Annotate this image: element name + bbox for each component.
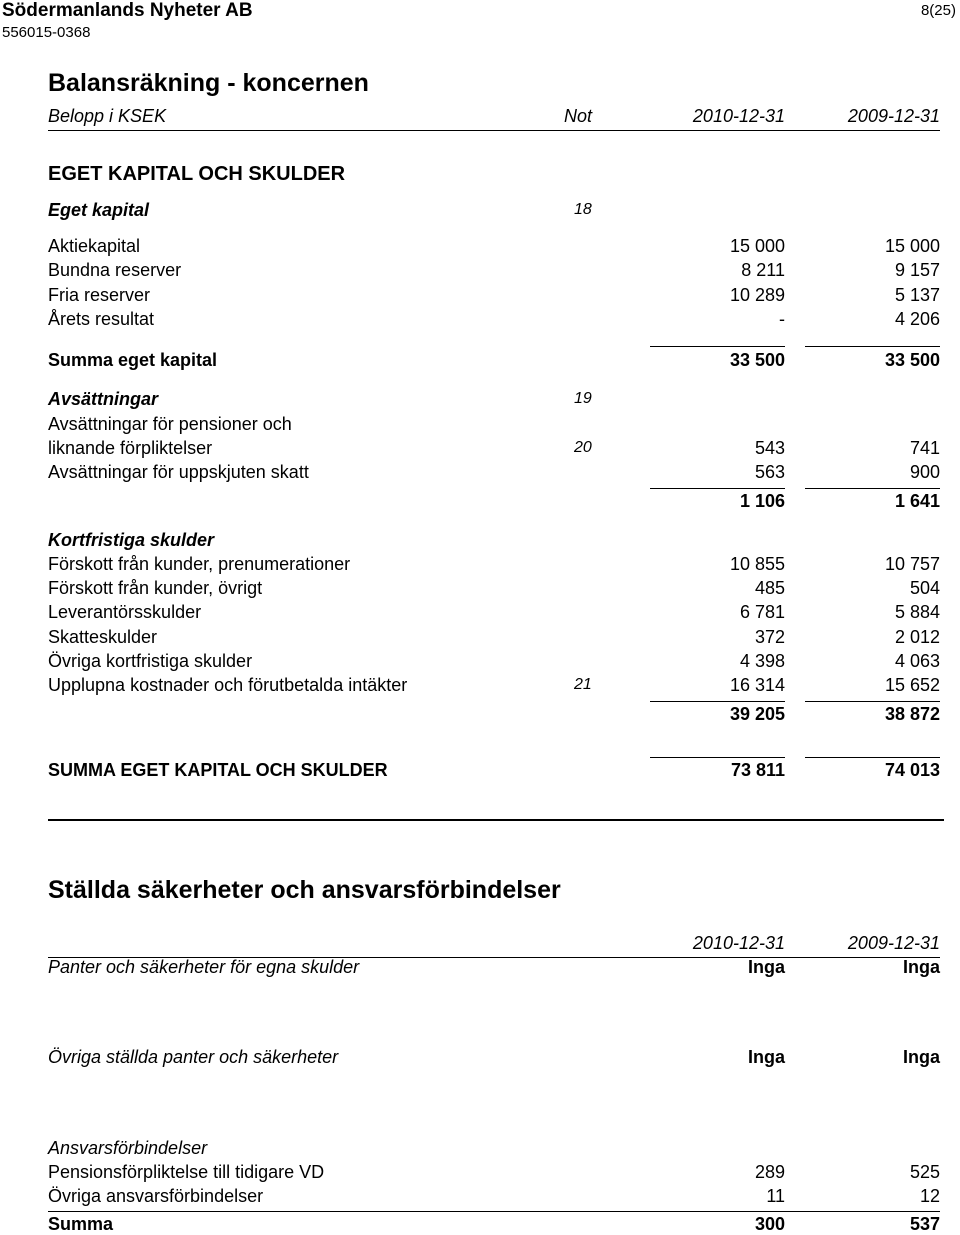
current-liabilities-total-2010: 39 205: [729, 704, 785, 724]
row-label: Avsättningar för uppskjuten skatt: [48, 462, 309, 482]
row-label: Övriga kortfristiga skulder: [48, 651, 253, 671]
row-value-2009: 741: [909, 438, 940, 458]
row-label: Upplupna kostnader och förutbetalda intäkter: [48, 675, 408, 695]
row-value-2010: 10 855: [729, 554, 785, 574]
row-value-2009: 15 000: [884, 236, 940, 256]
row-note: 20: [574, 439, 592, 456]
column-header-note: Not: [564, 106, 593, 126]
row-value-2009: 504: [909, 578, 940, 598]
grand-total-rule: [805, 757, 940, 758]
subtotal-rule: [650, 701, 785, 702]
pledged-own-2010: Inga: [747, 957, 785, 977]
company-name: Södermanlands Nyheter AB: [2, 0, 253, 21]
provisions-total-2009: 1 641: [894, 491, 940, 511]
pledged-own-2009: Inga: [902, 957, 940, 977]
provisions-total-2010: 1 106: [739, 491, 785, 511]
column-header-2010: 2010-12-31: [692, 106, 785, 126]
row-value-2010: 485: [754, 578, 785, 598]
equity-total-label: Summa eget kapital: [48, 350, 218, 370]
row-label: Fria reserver: [48, 285, 151, 305]
subtotal-rule: [805, 488, 940, 489]
grand-total-2009: 74 013: [884, 760, 940, 780]
row-value-2010: 543: [754, 438, 785, 458]
row-value-2009: 9 157: [894, 260, 940, 280]
subtotal-rule: [805, 346, 940, 347]
contingent-total-2010: 300: [754, 1214, 785, 1234]
row-note: 21: [574, 676, 592, 693]
securities-title: Ställda säkerheter och ansvarsförbindelser: [48, 876, 561, 904]
row-value-2009: 12: [919, 1186, 940, 1206]
header-divider: [48, 130, 940, 131]
row-value-2009: 900: [909, 462, 940, 482]
row-value-2009: 10 757: [884, 554, 940, 574]
row-value-2010: 372: [754, 627, 785, 647]
contingent-total-2009: 537: [909, 1214, 940, 1234]
provisions-title: Avsättningar: [48, 389, 159, 409]
pledged-own-label: Panter och säkerheter för egna skulder: [48, 957, 360, 977]
row-value-2010: 16 314: [729, 675, 785, 695]
row-value-2009: 5 884: [894, 602, 940, 622]
contingent-title: Ansvarsförbindelser: [48, 1138, 208, 1158]
column-header-2009: 2009-12-31: [847, 106, 940, 126]
equity-total-2009: 33 500: [884, 350, 940, 370]
row-label: Årets resultat: [48, 309, 155, 329]
row-value-2010: 8 211: [741, 260, 785, 280]
row-value-2009: 525: [909, 1162, 940, 1182]
row-label: Leverantörsskulder: [48, 602, 202, 622]
org-number: 556015-0368: [2, 24, 91, 41]
securities-header-2010: 2010-12-31: [692, 933, 785, 953]
row-value-2009: 4 206: [894, 309, 940, 329]
row-value-2010: 10 289: [729, 285, 785, 305]
contingent-total-rule: [48, 1211, 940, 1212]
equity-title: Eget kapital: [48, 200, 150, 220]
row-value-2010: 4 398: [739, 651, 785, 671]
balance-title: Balansräkning - koncernen: [48, 69, 369, 97]
pledged-other-2009: Inga: [902, 1047, 940, 1067]
provisions-note: 19: [574, 390, 592, 407]
subtotal-rule: [650, 346, 785, 347]
equity-total-2010: 33 500: [729, 350, 785, 370]
grand-total-label: SUMMA EGET KAPITAL OCH SKULDER: [48, 760, 388, 780]
contingent-total-label: Summa: [48, 1214, 114, 1234]
column-header-label: Belopp i KSEK: [48, 106, 167, 126]
row-value-2010: -: [779, 309, 785, 329]
row-value-2010: 563: [754, 462, 785, 482]
row-label: Förskott från kunder, övrigt: [48, 578, 263, 598]
row-label: Bundna reserver: [48, 260, 182, 280]
row-value-2010: 289: [754, 1162, 785, 1182]
row-value-2010: 11: [766, 1186, 785, 1206]
pledged-other-2010: Inga: [747, 1047, 785, 1067]
grand-total-rule: [650, 757, 785, 758]
row-value-2009: 2 012: [894, 627, 940, 647]
row-label: liknande förpliktelser: [48, 438, 213, 458]
row-label: Avsättningar för pensioner och: [48, 414, 292, 434]
pledged-other-label: Övriga ställda panter och säkerheter: [48, 1047, 339, 1067]
section-heading: EGET KAPITAL OCH SKULDER: [48, 163, 346, 185]
equity-note: 18: [574, 201, 592, 218]
subtotal-rule: [805, 701, 940, 702]
row-value-2009: 4 063: [894, 651, 940, 671]
row-label: Pensionsförpliktelse till tidigare VD: [48, 1162, 325, 1182]
row-label: Förskott från kunder, prenumerationer: [48, 554, 351, 574]
section-divider: [48, 819, 944, 821]
row-value-2010: 6 781: [739, 602, 785, 622]
row-label: Skatteskulder: [48, 627, 158, 647]
page-number: 8(25): [920, 2, 956, 19]
current-liabilities-total-2009: 38 872: [884, 704, 940, 724]
row-value-2010: 15 000: [729, 236, 785, 256]
securities-header-2009: 2009-12-31: [847, 933, 940, 953]
grand-total-2010: 73 811: [730, 760, 785, 780]
row-value-2009: 5 137: [894, 285, 940, 305]
row-label: Övriga ansvarsförbindelser: [48, 1186, 264, 1206]
current-liabilities-title: Kortfristiga skulder: [48, 530, 215, 550]
row-value-2009: 15 652: [884, 675, 940, 695]
row-label: Aktiekapital: [48, 236, 141, 256]
subtotal-rule: [650, 488, 785, 489]
